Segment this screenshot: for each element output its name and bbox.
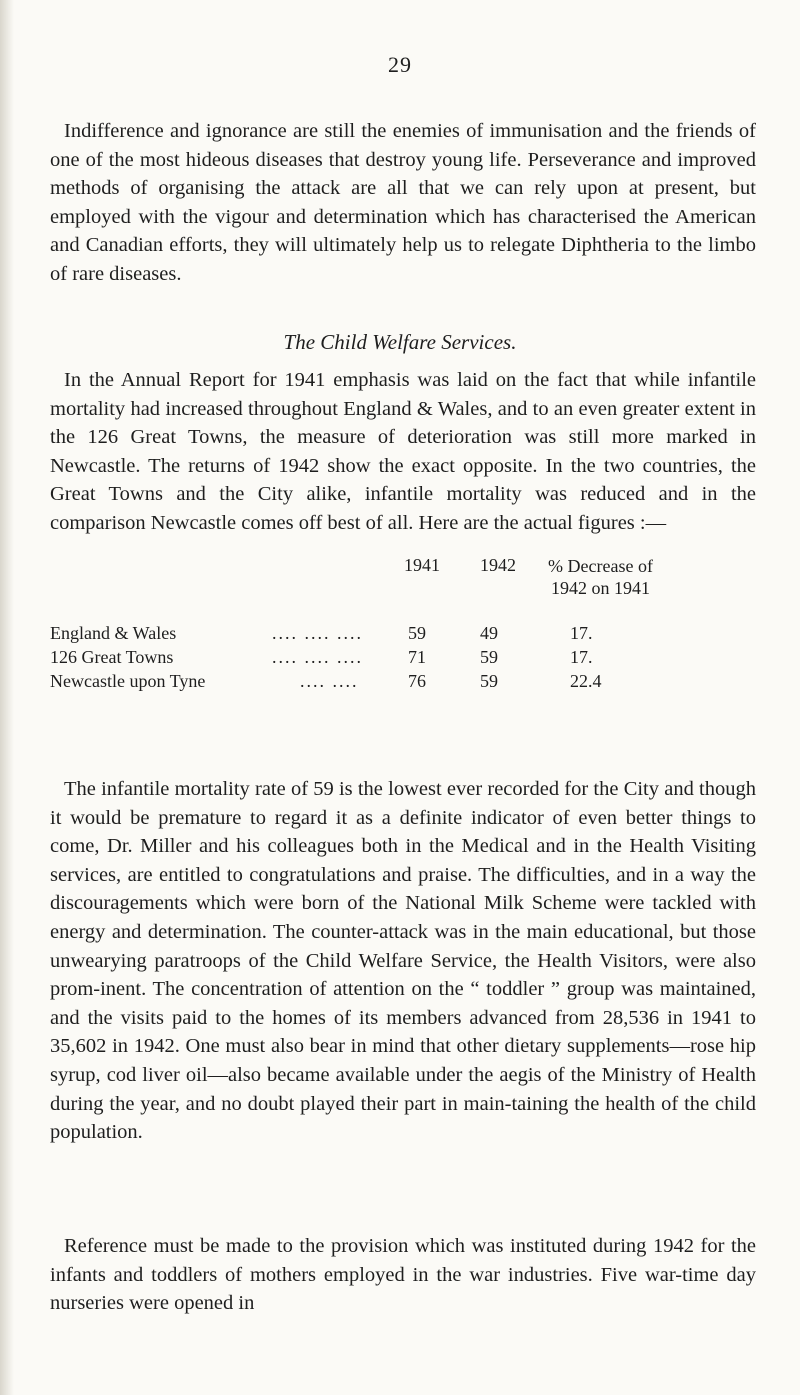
table-header-decrease-line1: % Decrease of (548, 556, 653, 576)
row-name: Newcastle upon Tyne (50, 671, 206, 691)
paragraph-nurseries: Reference must be made to the provision which was instituted during 1942 for the infants and toddlers of mothers employed in the war industries. Five war-time day nurseries were opened in (50, 1235, 756, 1315)
table-header-1941: 1941 (404, 555, 440, 575)
page-number: 29 (388, 52, 412, 77)
paragraph-annual-report: In the Annual Report for 1941 emphasis was laid on the fact that while infantile mortality had increased throughout England & Wales, and to an even greater extent in the 126 Great Towns, the measure of deterioration was still more marked in Newcastle. The returns of 1942 show the exact opposite. In the two countries, the Great Towns and the City alike, infantile mortality was reduced and in the comparison Newcastle comes off best of all. Here are the actual figures :— (50, 369, 756, 534)
row-value-1942: 49 (480, 623, 498, 643)
paragraph-mortality-rate: The infantile mortality rate of 59 is the lowest ever recorded for the City and though it would be premature to regard it as a definite indicator of even better things to come, Dr. Miller and his colleagues both in the Medical and in the Health Visiting services, are entitled to congratulations and praise. The difficulties, and in a way the discouragements which were born of the National Milk Scheme were tackled with energy and determination. The counter-attack was in the main educational, but those unwearying paratroops of the Child Welfare Service, the Health Visitors, were also prom-inent. The concentration of attention on the “ toddler ” group was maintained, and the visits paid to the homes of its members advanced from 28,536 in 1941 to 35,602 in 1942. One must also bear in mind that other dietary supplements—rose hip syrup, cod liver oil—also became available under the aegis of the Ministry of Health during the year, and no doubt played their part in main-taining the health of the child population. (50, 778, 756, 1144)
row-value-1941: 71 (408, 647, 426, 667)
paragraph-immunisation: Indifference and ignorance are still the enemies of immunisation and the friends of one of the most hideous diseases that destroy young life. Perseverance and improved methods of organising the attack are all that we can rely upon at present, but employed with the vigour and determination which has characterised the American and Canadian efforts, they will ultimately help us to relegate Diphtheria to the limbo of rare diseases. (50, 120, 756, 285)
row-leader-dots: .... .... .... (272, 647, 363, 667)
table-row (50, 671, 756, 695)
row-value-decrease: 22.4 (570, 671, 602, 691)
row-value-decrease: 17. (570, 623, 593, 643)
page-edge-shadow (0, 0, 14, 1395)
row-value-1942: 59 (480, 647, 498, 667)
table-header-decrease-line2: 1942 on 1941 (550, 578, 650, 598)
section-heading: The Child Welfare Services. (283, 330, 517, 354)
row-value-decrease: 17. (570, 647, 593, 667)
row-leader-dots: .... .... (300, 671, 359, 691)
table-row (50, 647, 756, 671)
table-row (50, 623, 756, 647)
row-leader-dots: .... .... .... (272, 623, 363, 643)
row-name: 126 Great Towns (50, 647, 174, 667)
row-value-1941: 59 (408, 623, 426, 643)
row-name: England & Wales (50, 623, 177, 643)
table-header-decrease (548, 555, 653, 599)
table-header-1942: 1942 (480, 555, 516, 575)
row-value-1941: 76 (408, 671, 426, 691)
row-value-1942: 59 (480, 671, 498, 691)
